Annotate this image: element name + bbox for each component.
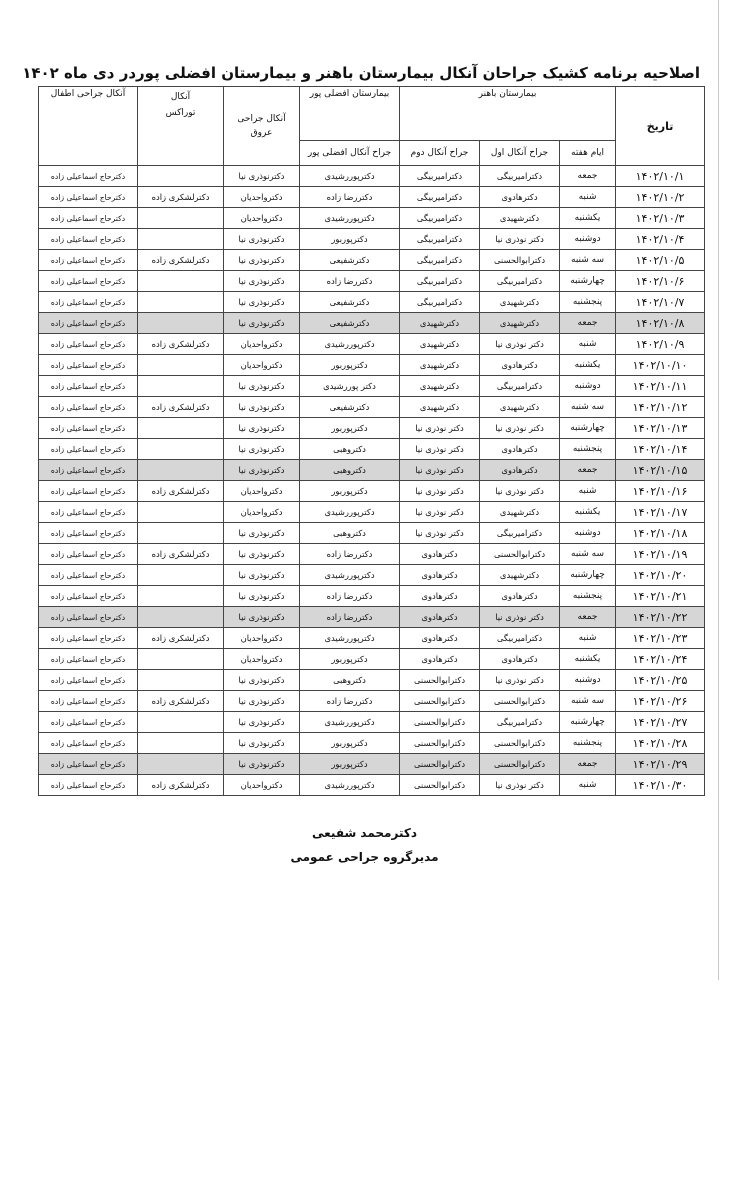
header-date: تاریخ [616,87,705,166]
cell-second-surgeon: دکترابوالحسنی [400,691,480,712]
cell-pediatric: دکترحاج اسماعیلی زاده [39,649,138,670]
table-row [39,607,705,628]
table-row [39,628,705,649]
cell-second-surgeon: دکتر نوذری نیا [400,523,480,544]
cell-vascular: دکترنوذری نیا [224,166,300,187]
table-row [39,481,705,502]
cell-pediatric: دکترحاج اسماعیلی زاده [39,460,138,481]
cell-pediatric: دکترحاج اسماعیلی زاده [39,607,138,628]
cell-day: چهارشنبه [560,565,616,586]
cell-day: شنبه [560,481,616,502]
cell-pediatric: دکترحاج اسماعیلی زاده [39,481,138,502]
cell-thorax [138,418,224,439]
cell-afzali-surgeon: دکترشفیعی [300,250,400,271]
cell-vascular: دکترواحدیان [224,355,300,376]
table-row [39,418,705,439]
cell-date: ۱۴۰۲/۱۰/۱۲ [616,397,705,418]
cell-day: پنجشنبه [560,439,616,460]
cell-afzali-surgeon: دکتررضا زاده [300,691,400,712]
document-title: اصلاحیه برنامه کشیک جراحان آنکال بیمارستان باهنر و بیمارستان افضلی پوردر دی ماه ۱۴۰۲ [22,64,700,82]
cell-first-surgeon: دکتر نوذری نیا [480,481,560,502]
cell-thorax: دکترلشکری زاده [138,628,224,649]
cell-first-surgeon: دکترهادوی [480,460,560,481]
cell-date: ۱۴۰۲/۱۰/۲۹ [616,754,705,775]
cell-date: ۱۴۰۲/۱۰/۲ [616,187,705,208]
table-row [39,439,705,460]
cell-date: ۱۴۰۲/۱۰/۳ [616,208,705,229]
cell-vascular: دکترواحدیان [224,208,300,229]
cell-day: جمعه [560,607,616,628]
cell-vascular: دکترواحدیان [224,628,300,649]
cell-afzali-surgeon: دکتروهبی [300,670,400,691]
table-row [39,460,705,481]
cell-vascular: دکترنوذری نیا [224,397,300,418]
cell-date: ۱۴۰۲/۱۰/۱۹ [616,544,705,565]
header-first-surgeon: جراح آنکال اول [480,141,560,166]
cell-pediatric: دکترحاج اسماعیلی زاده [39,691,138,712]
cell-second-surgeon: دکتر نوذری نیا [400,502,480,523]
cell-thorax [138,607,224,628]
cell-vascular: دکترنوذری نیا [224,229,300,250]
cell-afzali-surgeon: دکترپوررشیدی [300,712,400,733]
cell-day: شنبه [560,187,616,208]
cell-first-surgeon: دکترهادوی [480,649,560,670]
cell-day: پنجشنبه [560,733,616,754]
cell-date: ۱۴۰۲/۱۰/۱۱ [616,376,705,397]
cell-first-surgeon: دکترابوالحسنی [480,754,560,775]
cell-day: چهارشنبه [560,712,616,733]
table-row [39,208,705,229]
cell-date: ۱۴۰۲/۱۰/۱۶ [616,481,705,502]
cell-thorax [138,313,224,334]
cell-day: یکشنبه [560,502,616,523]
cell-second-surgeon: دکترشهیدی [400,313,480,334]
cell-thorax [138,733,224,754]
cell-vascular: دکترواحدیان [224,334,300,355]
cell-day: دوشنبه [560,670,616,691]
table-row [39,565,705,586]
cell-day: شنبه [560,775,616,796]
cell-date: ۱۴۰۲/۱۰/۱ [616,166,705,187]
cell-vascular: دکترنوذری نیا [224,439,300,460]
cell-first-surgeon: دکترشهیدی [480,565,560,586]
cell-second-surgeon: دکترابوالحسنی [400,775,480,796]
cell-first-surgeon: دکتر نوذری نیا [480,670,560,691]
cell-pediatric: دکترحاج اسماعیلی زاده [39,208,138,229]
cell-date: ۱۴۰۲/۱۰/۳۰ [616,775,705,796]
cell-day: پنجشنبه [560,292,616,313]
cell-vascular: دکترنوذری نیا [224,607,300,628]
cell-afzali-surgeon: دکترپوربور [300,754,400,775]
cell-vascular: دکترنوذری نیا [224,691,300,712]
cell-second-surgeon: دکترامیربیگی [400,271,480,292]
header-afzali: بیمارستان افضلی پور [300,87,400,141]
cell-date: ۱۴۰۲/۱۰/۸ [616,313,705,334]
cell-first-surgeon: دکترشهیدی [480,313,560,334]
cell-afzali-surgeon: دکترپوربور [300,481,400,502]
cell-pediatric: دکترحاج اسماعیلی زاده [39,544,138,565]
cell-first-surgeon: دکترامیربیگی [480,376,560,397]
cell-vascular: دکترنوذری نیا [224,418,300,439]
cell-day: یکشنبه [560,649,616,670]
cell-thorax: دکترلشکری زاده [138,250,224,271]
cell-pediatric: دکترحاج اسماعیلی زاده [39,754,138,775]
cell-date: ۱۴۰۲/۱۰/۲۱ [616,586,705,607]
cell-afzali-surgeon: دکتر پوررشیدی [300,376,400,397]
cell-afzali-surgeon: دکتررضا زاده [300,607,400,628]
cell-thorax: دکترلشکری زاده [138,334,224,355]
cell-day: دوشنبه [560,376,616,397]
cell-first-surgeon: دکترامیربیگی [480,628,560,649]
cell-second-surgeon: دکترهادوی [400,649,480,670]
cell-vascular: دکترنوذری نیا [224,670,300,691]
cell-thorax [138,229,224,250]
cell-day: جمعه [560,166,616,187]
cell-thorax [138,460,224,481]
cell-date: ۱۴۰۲/۱۰/۲۵ [616,670,705,691]
cell-date: ۱۴۰۲/۱۰/۱۴ [616,439,705,460]
cell-first-surgeon: دکتر نوذری نیا [480,229,560,250]
cell-pediatric: دکترحاج اسماعیلی زاده [39,334,138,355]
cell-afzali-surgeon: دکترپوربور [300,418,400,439]
cell-afzali-surgeon: دکترپوررشیدی [300,166,400,187]
cell-thorax: دکترلشکری زاده [138,187,224,208]
cell-thorax [138,166,224,187]
table-row [39,187,705,208]
table-row [39,523,705,544]
header-thorax: آنکال توراکس [138,87,224,166]
cell-first-surgeon: دکترابوالحسنی [480,250,560,271]
cell-date: ۱۴۰۲/۱۰/۱۸ [616,523,705,544]
cell-day: سه شنبه [560,691,616,712]
cell-day: دوشنبه [560,523,616,544]
signature-role: مدیرگروه جراحی عمومی [290,850,439,864]
cell-thorax: دکترلشکری زاده [138,397,224,418]
cell-first-surgeon: دکترابوالحسنی [480,691,560,712]
cell-afzali-surgeon: دکترپوررشیدی [300,775,400,796]
cell-afzali-surgeon: دکترشفیعی [300,397,400,418]
table-row [39,397,705,418]
cell-date: ۱۴۰۲/۱۰/۱۵ [616,460,705,481]
cell-first-surgeon: دکتر نوذری نیا [480,418,560,439]
cell-thorax [138,649,224,670]
table-row [39,712,705,733]
cell-day: یکشنبه [560,355,616,376]
cell-thorax [138,754,224,775]
table-row [39,376,705,397]
cell-pediatric: دکترحاج اسماعیلی زاده [39,313,138,334]
cell-afzali-surgeon: دکترپوربور [300,355,400,376]
header-pediatric: آنکال جراحی اطفال [39,87,138,166]
cell-vascular: دکترنوذری نیا [224,313,300,334]
cell-second-surgeon: دکترهادوی [400,628,480,649]
cell-date: ۱۴۰۲/۱۰/۱۷ [616,502,705,523]
cell-second-surgeon: دکترامیربیگی [400,208,480,229]
cell-second-surgeon: دکترامیربیگی [400,166,480,187]
cell-afzali-surgeon: دکتررضا زاده [300,187,400,208]
cell-thorax: دکترلشکری زاده [138,481,224,502]
cell-pediatric: دکترحاج اسماعیلی زاده [39,502,138,523]
schedule-body [39,166,705,796]
cell-second-surgeon: دکترهادوی [400,607,480,628]
cell-thorax [138,712,224,733]
cell-vascular: دکترنوذری نیا [224,460,300,481]
table-row [39,271,705,292]
cell-second-surgeon: دکترابوالحسنی [400,670,480,691]
cell-first-surgeon: دکترهادوی [480,187,560,208]
cell-first-surgeon: دکتر نوذری نیا [480,334,560,355]
cell-thorax [138,355,224,376]
cell-afzali-surgeon: دکتروهبی [300,460,400,481]
cell-pediatric: دکترحاج اسماعیلی زاده [39,418,138,439]
cell-date: ۱۴۰۲/۱۰/۲۸ [616,733,705,754]
header-vascular: آنکال جراحی عروق [224,87,300,166]
cell-first-surgeon: دکتر نوذری نیا [480,607,560,628]
table-row [39,544,705,565]
cell-pediatric: دکترحاج اسماعیلی زاده [39,166,138,187]
cell-second-surgeon: دکترامیربیگی [400,250,480,271]
cell-date: ۱۴۰۲/۱۰/۱۰ [616,355,705,376]
cell-afzali-surgeon: دکترپوررشیدی [300,502,400,523]
cell-afzali-surgeon: دکتررضا زاده [300,544,400,565]
table-row [39,250,705,271]
cell-thorax [138,565,224,586]
header-afzali-surgeon: جراح آنکال افضلی پور [300,141,400,166]
cell-pediatric: دکترحاج اسماعیلی زاده [39,586,138,607]
header-second-surgeon: جراح آنکال دوم [400,141,480,166]
cell-date: ۱۴۰۲/۱۰/۴ [616,229,705,250]
cell-afzali-surgeon: دکتررضا زاده [300,271,400,292]
cell-afzali-surgeon: دکتروهبی [300,523,400,544]
cell-first-surgeon: دکترشهیدی [480,208,560,229]
header-days: ایام هفته [560,141,616,166]
cell-thorax: دکترلشکری زاده [138,544,224,565]
table-row [39,292,705,313]
cell-first-surgeon: دکترهادوی [480,586,560,607]
cell-vascular: دکترنوذری نیا [224,250,300,271]
cell-day: جمعه [560,460,616,481]
cell-afzali-surgeon: دکتررضا زاده [300,586,400,607]
cell-second-surgeon: دکترابوالحسنی [400,754,480,775]
cell-vascular: دکترنوذری نیا [224,376,300,397]
cell-second-surgeon: دکترهادوی [400,565,480,586]
cell-pediatric: دکترحاج اسماعیلی زاده [39,271,138,292]
cell-vascular: دکترواحدیان [224,481,300,502]
cell-day: چهارشنبه [560,418,616,439]
cell-second-surgeon: دکترشهیدی [400,334,480,355]
cell-date: ۱۴۰۲/۱۰/۶ [616,271,705,292]
cell-date: ۱۴۰۲/۱۰/۵ [616,250,705,271]
cell-second-surgeon: دکترشهیدی [400,397,480,418]
cell-day: سه شنبه [560,397,616,418]
cell-second-surgeon: دکتر نوذری نیا [400,460,480,481]
table-row [39,586,705,607]
cell-afzali-surgeon: دکترپوررشیدی [300,334,400,355]
schedule-table [38,86,705,796]
cell-first-surgeon: دکتر نوذری نیا [480,775,560,796]
cell-thorax: دکترلشکری زاده [138,775,224,796]
cell-first-surgeon: دکترامیربیگی [480,712,560,733]
cell-first-surgeon: دکترشهیدی [480,502,560,523]
cell-date: ۱۴۰۲/۱۰/۷ [616,292,705,313]
cell-vascular: دکترنوذری نیا [224,712,300,733]
header-bahonar: بیمارستان باهنر [400,87,616,141]
cell-vascular: دکترنوذری نیا [224,733,300,754]
cell-second-surgeon: دکتر نوذری نیا [400,481,480,502]
cell-pediatric: دکترحاج اسماعیلی زاده [39,229,138,250]
cell-first-surgeon: دکترامیربیگی [480,523,560,544]
cell-date: ۱۴۰۲/۱۰/۹ [616,334,705,355]
table-row [39,670,705,691]
cell-date: ۱۴۰۲/۱۰/۲۴ [616,649,705,670]
cell-second-surgeon: دکترشهیدی [400,376,480,397]
cell-vascular: دکترواحدیان [224,187,300,208]
cell-thorax [138,523,224,544]
cell-first-surgeon: دکترابوالحسنی [480,733,560,754]
table-row [39,166,705,187]
cell-thorax [138,208,224,229]
cell-second-surgeon: دکتر نوذری نیا [400,439,480,460]
cell-second-surgeon: دکترهادوی [400,586,480,607]
cell-second-surgeon: دکترابوالحسنی [400,712,480,733]
cell-day: جمعه [560,754,616,775]
cell-second-surgeon: دکترشهیدی [400,355,480,376]
cell-day: جمعه [560,313,616,334]
cell-first-surgeon: دکترهادوی [480,439,560,460]
table-row [39,355,705,376]
cell-thorax [138,586,224,607]
cell-first-surgeon: دکترشهیدی [480,292,560,313]
cell-pediatric: دکترحاج اسماعیلی زاده [39,628,138,649]
cell-vascular: دکترنوذری نیا [224,754,300,775]
cell-afzali-surgeon: دکترپوررشیدی [300,208,400,229]
cell-day: پنجشنبه [560,586,616,607]
cell-pediatric: دکترحاج اسماعیلی زاده [39,523,138,544]
cell-afzali-surgeon: دکترپوربور [300,229,400,250]
cell-first-surgeon: دکترامیربیگی [480,271,560,292]
cell-thorax [138,292,224,313]
cell-vascular: دکترواحدیان [224,649,300,670]
cell-first-surgeon: دکترهادوی [480,355,560,376]
cell-day: چهارشنبه [560,271,616,292]
cell-second-surgeon: دکتر نوذری نیا [400,418,480,439]
cell-pediatric: دکترحاج اسماعیلی زاده [39,397,138,418]
table-row [39,313,705,334]
cell-first-surgeon: دکترامیربیگی [480,166,560,187]
cell-thorax [138,502,224,523]
cell-day: شنبه [560,334,616,355]
cell-first-surgeon: دکترابوالحسنی [480,544,560,565]
cell-afzali-surgeon: دکترپوربور [300,733,400,754]
cell-afzali-surgeon: دکترپوررشیدی [300,628,400,649]
cell-second-surgeon: دکترامیربیگی [400,187,480,208]
cell-vascular: دکترنوذری نیا [224,565,300,586]
cell-second-surgeon: دکترامیربیگی [400,229,480,250]
cell-day: یکشنبه [560,208,616,229]
cell-pediatric: دکترحاج اسماعیلی زاده [39,292,138,313]
cell-afzali-surgeon: دکترپوررشیدی [300,565,400,586]
table-row [39,229,705,250]
cell-afzali-surgeon: دکترشفیعی [300,313,400,334]
cell-pediatric: دکترحاج اسماعیلی زاده [39,187,138,208]
table-row [39,691,705,712]
cell-day: دوشنبه [560,229,616,250]
cell-vascular: دکترنوذری نیا [224,271,300,292]
cell-thorax [138,271,224,292]
cell-vascular: دکترواحدیان [224,775,300,796]
cell-pediatric: دکترحاج اسماعیلی زاده [39,376,138,397]
cell-first-surgeon: دکترشهیدی [480,397,560,418]
cell-date: ۱۴۰۲/۱۰/۲۶ [616,691,705,712]
cell-thorax [138,376,224,397]
cell-thorax [138,439,224,460]
cell-pediatric: دکترحاج اسماعیلی زاده [39,355,138,376]
cell-vascular: دکترنوذری نیا [224,292,300,313]
cell-second-surgeon: دکترهادوی [400,544,480,565]
cell-vascular: دکترنوذری نیا [224,544,300,565]
cell-pediatric: دکترحاج اسماعیلی زاده [39,250,138,271]
table-row [39,334,705,355]
cell-date: ۱۴۰۲/۱۰/۱۳ [616,418,705,439]
cell-date: ۱۴۰۲/۱۰/۲۷ [616,712,705,733]
cell-thorax [138,670,224,691]
cell-day: شنبه [560,628,616,649]
cell-vascular: دکترنوذری نیا [224,523,300,544]
cell-second-surgeon: دکترامیربیگی [400,292,480,313]
cell-day: سه شنبه [560,250,616,271]
cell-pediatric: دکترحاج اسماعیلی زاده [39,733,138,754]
cell-pediatric: دکترحاج اسماعیلی زاده [39,565,138,586]
cell-date: ۱۴۰۲/۱۰/۲۲ [616,607,705,628]
cell-pediatric: دکترحاج اسماعیلی زاده [39,439,138,460]
cell-pediatric: دکترحاج اسماعیلی زاده [39,670,138,691]
cell-date: ۱۴۰۲/۱۰/۲۳ [616,628,705,649]
cell-date: ۱۴۰۲/۱۰/۲۰ [616,565,705,586]
table-row [39,775,705,796]
cell-second-surgeon: دکترابوالحسنی [400,733,480,754]
cell-thorax: دکترلشکری زاده [138,691,224,712]
table-row [39,649,705,670]
table-row [39,733,705,754]
cell-pediatric: دکترحاج اسماعیلی زاده [39,775,138,796]
table-row [39,502,705,523]
cell-afzali-surgeon: دکترشفیعی [300,292,400,313]
cell-day: سه شنبه [560,544,616,565]
cell-afzali-surgeon: دکترپوربور [300,649,400,670]
cell-afzali-surgeon: دکتروهبی [300,439,400,460]
cell-vascular: دکترنوذری نیا [224,586,300,607]
table-row [39,754,705,775]
signature-name: دکترمحمد شفیعی [312,826,417,840]
cell-vascular: دکترواحدیان [224,502,300,523]
cell-pediatric: دکترحاج اسماعیلی زاده [39,712,138,733]
